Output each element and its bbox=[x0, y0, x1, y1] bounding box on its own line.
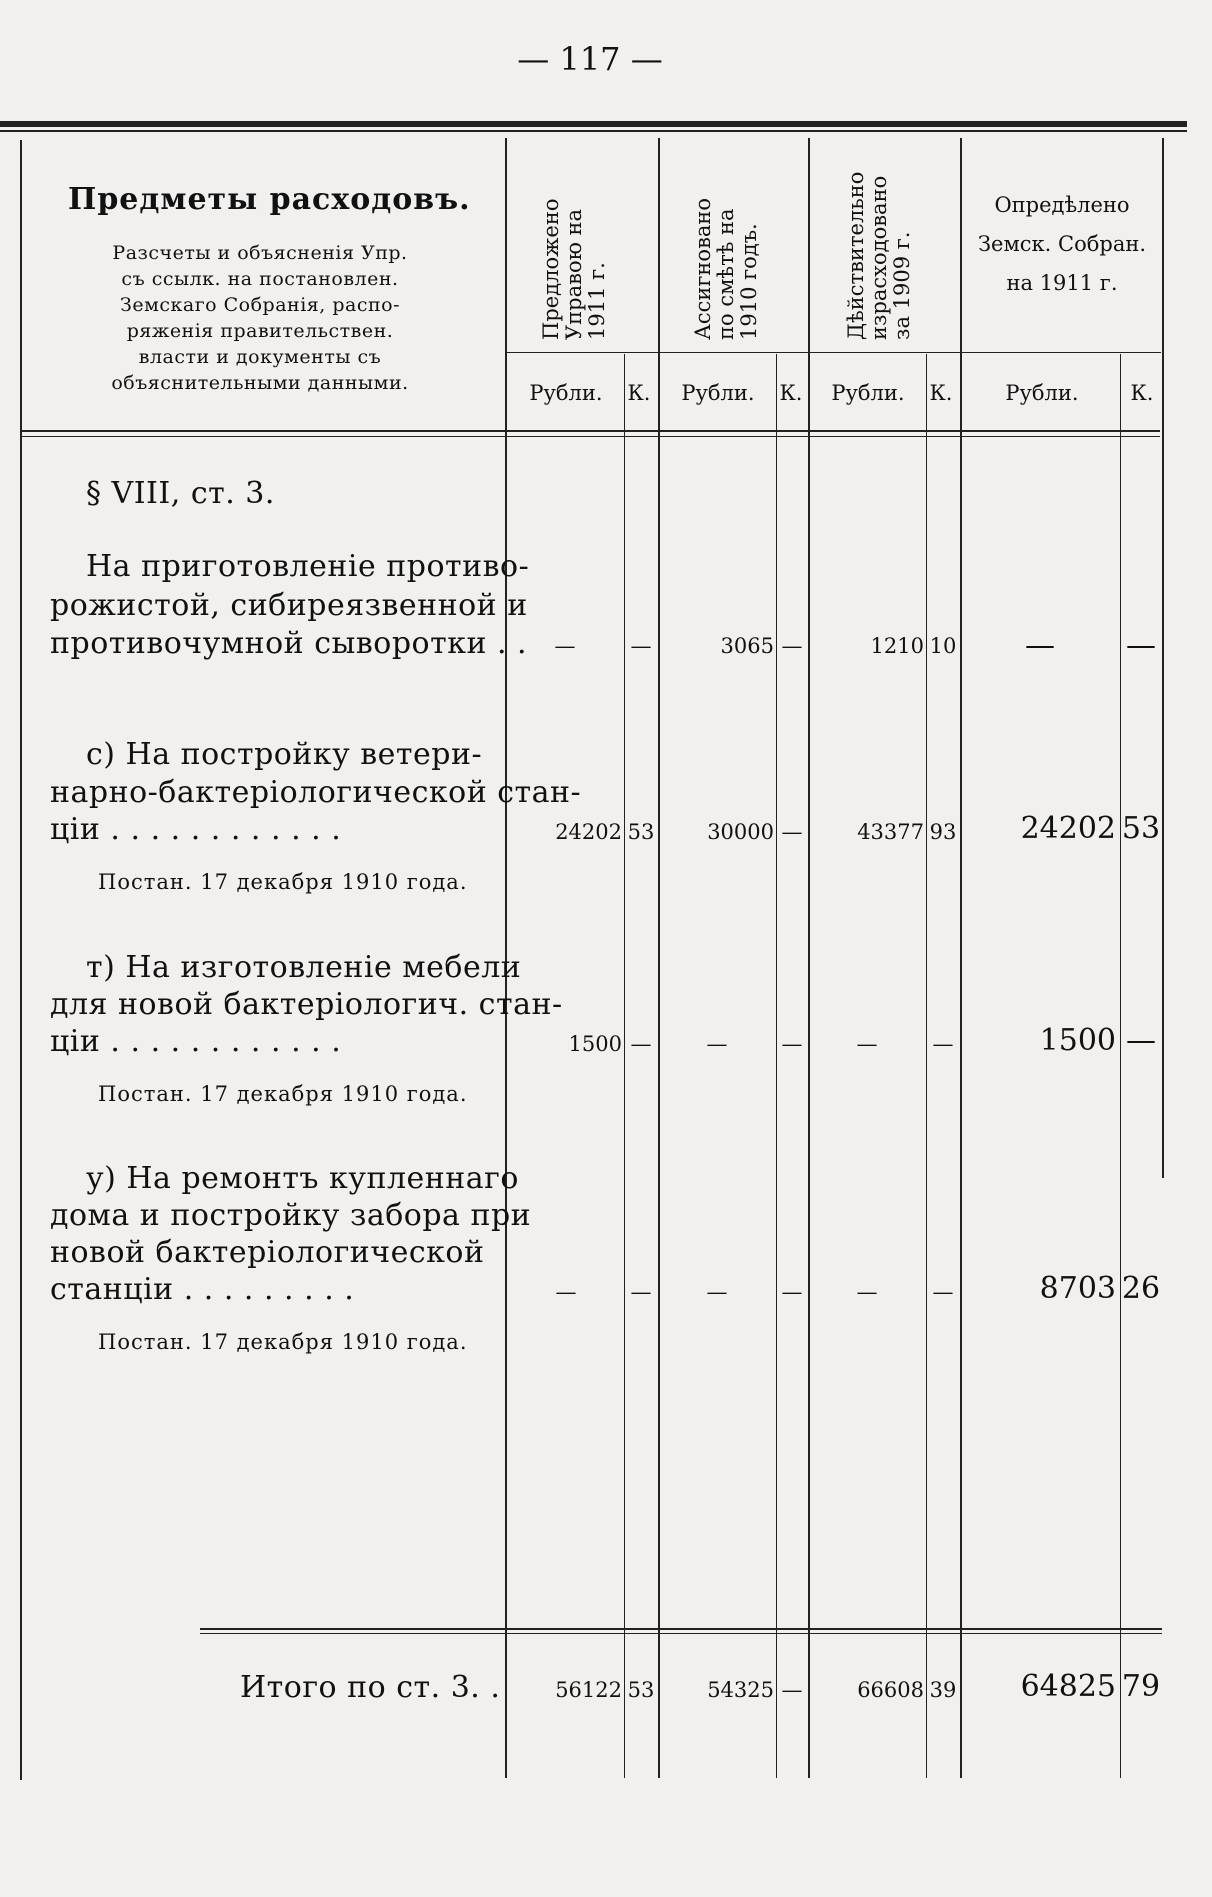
page-number: — 117 — bbox=[517, 40, 663, 78]
unit-kop: К. bbox=[929, 381, 953, 405]
item-text-line: для новой бактеріологич. стан- bbox=[50, 987, 563, 1022]
header-subtitle bbox=[90, 240, 430, 396]
col1-header-line: 1911 г. bbox=[585, 262, 609, 340]
c2-kop: — bbox=[781, 820, 803, 844]
col4-header bbox=[962, 186, 1162, 303]
item-resolution: Постан. 17 декабря 1910 года. bbox=[98, 1330, 468, 1354]
col2-header-line: по смѣтѣ на bbox=[714, 208, 738, 340]
c3-kop: 93 bbox=[929, 820, 957, 844]
c4-rub: — bbox=[1025, 628, 1055, 663]
header-subtitle-line: съ ссылк. на постановлен. bbox=[121, 268, 399, 290]
col2-k-rule bbox=[776, 354, 777, 1778]
c3-rub: 1210 bbox=[870, 634, 924, 658]
header-title: Предметы расходовъ. bbox=[68, 182, 471, 217]
unit-kop: К. bbox=[779, 381, 803, 405]
c3-kop: — bbox=[932, 1280, 954, 1304]
col3-header-line: Дѣйствительно bbox=[844, 171, 868, 340]
top-rule bbox=[0, 121, 1187, 127]
col4-header-line: Опредѣлено bbox=[994, 193, 1130, 217]
total-c2-rub: 54325 bbox=[707, 1678, 774, 1702]
total-c1-kop: 53 bbox=[627, 1678, 655, 1702]
c1-kop: — bbox=[630, 1032, 652, 1056]
c4-kop: 53 bbox=[1121, 811, 1161, 846]
total-rule bbox=[200, 1628, 1162, 1630]
item-text-line: рожистой, сибиреязвенной и bbox=[50, 588, 528, 623]
col1-header-line: Предложено bbox=[539, 198, 563, 340]
item-text-line: ціи . . . . . . . . . . . . bbox=[50, 1024, 342, 1059]
c4-kop: — bbox=[1126, 1023, 1156, 1058]
header-bottom-rule2 bbox=[20, 436, 1160, 437]
header-subtitle-line: Земскаго Собранія, распо- bbox=[119, 294, 400, 316]
c1-kop: 53 bbox=[627, 820, 655, 844]
c1-rub: 1500 bbox=[568, 1032, 622, 1056]
total-c3-kop: 39 bbox=[929, 1678, 957, 1702]
unit-rub: Рубли. bbox=[529, 381, 603, 405]
header-subrule bbox=[507, 352, 1161, 353]
left-border bbox=[20, 140, 22, 1780]
c3-kop: 10 bbox=[929, 634, 957, 658]
c4-kop: — bbox=[1126, 628, 1156, 663]
item-text-line: т) На изготовленіе мебели bbox=[86, 950, 522, 985]
item-text-line: противочумной сыворотки . . bbox=[50, 626, 528, 661]
col4-header-line: на 1911 г. bbox=[1006, 271, 1118, 295]
c1-kop: — bbox=[630, 1280, 652, 1304]
col3-header-line: за 1909 г. bbox=[890, 231, 914, 340]
total-c4-rub: 64825 bbox=[1020, 1669, 1116, 1704]
col1-header-line: Управою на bbox=[562, 208, 586, 340]
c3-rub: — bbox=[856, 1032, 878, 1056]
section-heading: § VIII, ст. 3. bbox=[86, 476, 275, 511]
item-text-line: с) На постройку ветери- bbox=[86, 737, 483, 772]
header-subtitle-line: объяснительными данными. bbox=[111, 372, 409, 394]
total-rule2 bbox=[200, 1633, 1162, 1634]
total-c2-kop: — bbox=[781, 1678, 803, 1702]
c2-rub: 3065 bbox=[720, 634, 774, 658]
total-c1-rub: 56122 bbox=[555, 1678, 622, 1702]
item-text-line: станціи . . . . . . . . . bbox=[50, 1272, 355, 1307]
c4-rub: 8703 bbox=[1039, 1271, 1116, 1306]
col3-header-line: израсходовано bbox=[867, 175, 891, 340]
c2-kop: — bbox=[781, 1280, 803, 1304]
item-text-line: новой бактеріологической bbox=[50, 1235, 485, 1270]
col2-left-rule bbox=[658, 138, 660, 1778]
unit-kop: К. bbox=[1130, 381, 1154, 405]
total-c4-kop: 79 bbox=[1121, 1669, 1161, 1704]
unit-rub: Рубли. bbox=[831, 381, 905, 405]
col2-header bbox=[692, 180, 761, 340]
right-border bbox=[1162, 138, 1164, 1178]
c2-rub: — bbox=[706, 1280, 728, 1304]
c2-rub: — bbox=[706, 1032, 728, 1056]
unit-rub: Рубли. bbox=[681, 381, 755, 405]
header-subtitle-line: ряженія правительствен. bbox=[126, 320, 394, 342]
top-rule-thin bbox=[0, 130, 1187, 132]
unit-rub: Рубли. bbox=[1005, 381, 1079, 405]
c4-kop: 26 bbox=[1121, 1271, 1161, 1306]
col4-k-rule bbox=[1120, 354, 1121, 1778]
header-subtitle-line: Разсчеты и объясненія Упр. bbox=[112, 242, 408, 264]
col4-header-line: Земск. Собран. bbox=[977, 232, 1147, 256]
item-resolution: Постан. 17 декабря 1910 года. bbox=[98, 870, 468, 894]
col1-header bbox=[540, 180, 609, 340]
col1-k-rule bbox=[624, 354, 625, 1778]
c1-rub: — bbox=[554, 634, 576, 658]
c4-rub: 24202 bbox=[1020, 811, 1116, 846]
col4-left-rule bbox=[960, 138, 962, 1778]
header-bottom-rule bbox=[20, 430, 1160, 432]
c4-rub: 1500 bbox=[1039, 1023, 1116, 1058]
item-resolution: Постан. 17 декабря 1910 года. bbox=[98, 1082, 468, 1106]
col2-header-line: 1910 годъ. bbox=[737, 223, 761, 340]
header-subtitle-line: власти и документы съ bbox=[138, 346, 382, 368]
col3-header bbox=[845, 170, 914, 340]
c3-rub: 43377 bbox=[857, 820, 924, 844]
total-c3-rub: 66608 bbox=[857, 1678, 924, 1702]
c1-rub: — bbox=[555, 1280, 577, 1304]
c1-rub: 24202 bbox=[555, 820, 622, 844]
unit-kop: К. bbox=[627, 381, 651, 405]
c3-rub: — bbox=[856, 1280, 878, 1304]
col3-left-rule bbox=[808, 138, 810, 1778]
item-text-line: дома и постройку забора при bbox=[50, 1198, 532, 1233]
col3-k-rule bbox=[926, 354, 927, 1778]
item-text-line: На приготовленіе противо- bbox=[86, 549, 530, 584]
c2-rub: 30000 bbox=[707, 820, 774, 844]
item-text-line: ціи . . . . . . . . . . . . bbox=[50, 812, 342, 847]
item-text-line: у) На ремонтъ купленнаго bbox=[86, 1161, 519, 1196]
item-text-line: нарно-бактеріологической стан- bbox=[50, 775, 582, 810]
total-label: Итого по ст. 3. . bbox=[240, 1670, 501, 1705]
c3-kop: — bbox=[932, 1032, 954, 1056]
c1-kop: — bbox=[630, 634, 652, 658]
col2-header-line: Ассигновано bbox=[691, 197, 715, 340]
c2-kop: — bbox=[781, 634, 803, 658]
c2-kop: — bbox=[781, 1032, 803, 1056]
